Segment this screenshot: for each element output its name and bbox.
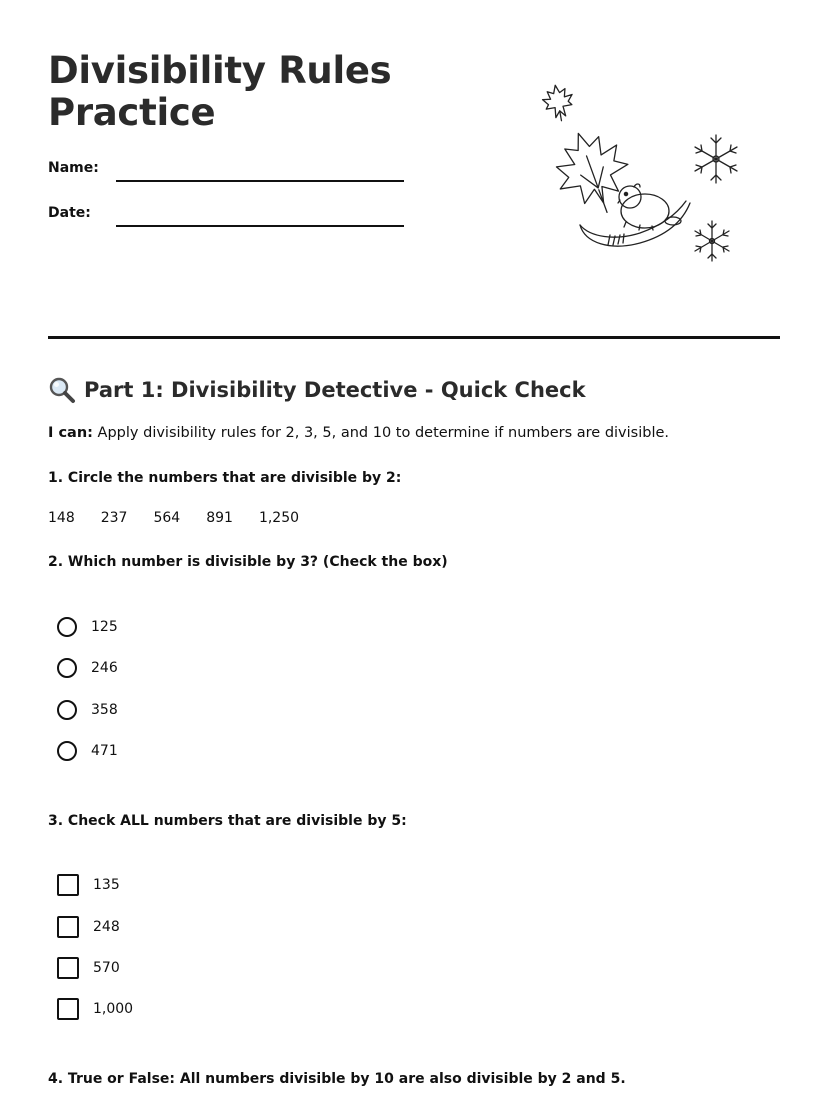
question-3: 3. Check ALL numbers that are divisible by 5:: [48, 813, 407, 829]
q1-number[interactable]: 1,250: [258, 510, 300, 526]
name-blank-line[interactable]: [116, 180, 404, 182]
q3-option-label: 135: [93, 877, 120, 893]
q3-option[interactable]: [57, 872, 120, 898]
q1-number[interactable]: 148: [48, 510, 75, 526]
canada-illustration: [530, 75, 750, 270]
date-label: Date:: [48, 205, 91, 221]
q2-option-label: 358: [91, 702, 118, 718]
part1-heading-text: Part 1: Divisibility Detective - Quick Check: [84, 378, 586, 402]
beaver-icon: [618, 184, 681, 230]
q3-option[interactable]: [57, 914, 120, 940]
q3-option[interactable]: [57, 996, 133, 1022]
hockey-stick-icon: [580, 201, 690, 246]
q2-option[interactable]: [57, 614, 118, 640]
maple-leaf-small-icon: [540, 83, 576, 124]
q3-option[interactable]: [57, 955, 120, 981]
snowflake-icon: [695, 135, 737, 183]
q2-option[interactable]: [57, 738, 118, 764]
maple-leaf-large-icon: [544, 121, 640, 225]
checkbox[interactable]: [57, 874, 79, 896]
date-field[interactable]: [48, 205, 408, 231]
radio-button[interactable]: [57, 700, 77, 720]
q2-option-label: 246: [91, 660, 118, 676]
q2-option[interactable]: [57, 697, 118, 723]
radio-button[interactable]: [57, 658, 77, 678]
radio-button[interactable]: [57, 741, 77, 761]
question-4: 4. True or False: All numbers divisible by 10 are also divisible by 2 and 5.: [48, 1071, 626, 1087]
worksheet-title: [48, 50, 391, 134]
ican-text: Apply divisibility rules for 2, 3, 5, and 10 to determine if numbers are divisible.: [92, 425, 670, 441]
radio-button[interactable]: [57, 617, 77, 637]
q1-number[interactable]: 564: [153, 510, 181, 526]
q3-option-label: 570: [93, 960, 120, 976]
q2-option[interactable]: [57, 655, 118, 681]
snowflake-icon: [695, 221, 729, 261]
q1-number[interactable]: 891: [206, 510, 233, 526]
q3-option-label: 248: [93, 919, 120, 935]
title-line-2: Practice: [48, 91, 216, 134]
magnifying-glass-icon: [48, 376, 76, 404]
title-line-1: Divisibility Rules: [48, 49, 392, 92]
date-blank-line[interactable]: [116, 225, 404, 227]
question-2: 2. Which number is divisible by 3? (Check the box): [48, 554, 448, 570]
q2-option-label: 471: [91, 743, 118, 759]
q2-option-label: 125: [91, 619, 118, 635]
name-label: Name:: [48, 160, 99, 176]
checkbox[interactable]: [57, 916, 79, 938]
checkbox[interactable]: [57, 957, 79, 979]
checkbox[interactable]: [57, 998, 79, 1020]
q3-option-label: 1,000: [93, 1001, 134, 1017]
q1-number[interactable]: 237: [100, 510, 128, 526]
part1-heading: [48, 374, 586, 406]
learning-goal: [48, 425, 669, 441]
q1-number-list: [48, 510, 299, 526]
question-1: 1. Circle the numbers that are divisible by 2:: [48, 470, 402, 486]
section-divider: [48, 336, 780, 339]
name-field[interactable]: [48, 160, 408, 186]
ican-label: I can:: [48, 425, 93, 441]
